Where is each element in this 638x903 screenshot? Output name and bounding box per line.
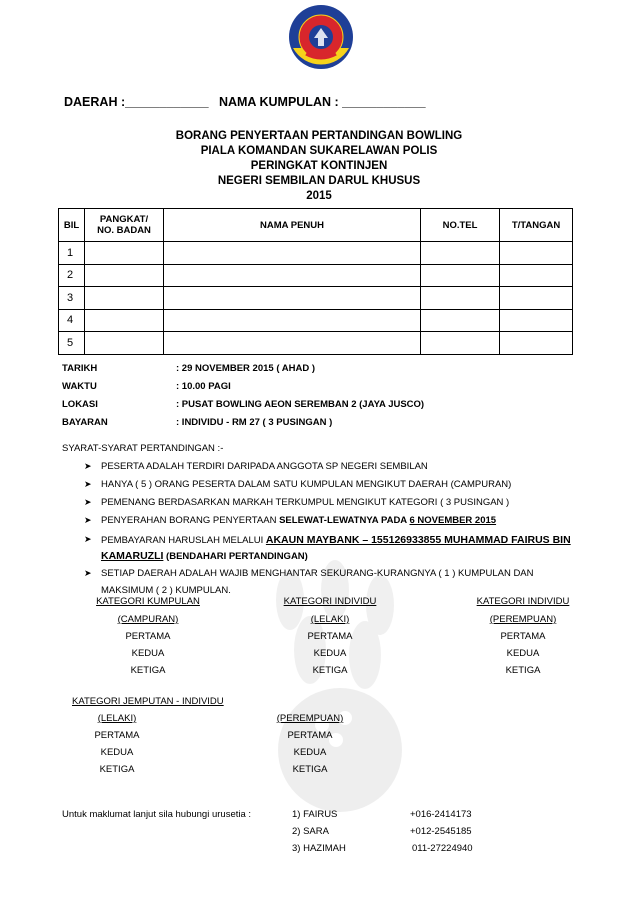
tel-cell[interactable] <box>421 242 500 265</box>
form-title-line-2: PIALA KOMANDAN SUKARELAWAN POLIS <box>200 145 438 157</box>
bayaran-value: : INDIVIDU - RM 27 ( 3 PUSINGAN ) <box>176 417 333 428</box>
col-nama-penuh: NAMA PENUH <box>164 209 421 242</box>
pangkat-cell[interactable] <box>85 309 164 332</box>
female-place: KETIGA <box>505 665 541 676</box>
daerah-label: DAERAH : <box>64 95 126 109</box>
invite-male-place: KEDUA <box>100 747 134 758</box>
col-bil: BIL <box>59 209 85 242</box>
group-place: KETIGA <box>130 665 166 676</box>
col-no-tel: NO.TEL <box>421 209 500 242</box>
signature-cell[interactable] <box>500 287 573 310</box>
row-number: 1 <box>59 242 85 265</box>
payment-account: AKAUN MAYBANK – 155126933855 MUHAMMAD FAIRUS BIN <box>265 534 571 546</box>
group-category-title: KATEGORI KUMPULAN <box>96 596 200 607</box>
female-category-title: KATEGORI INDIVIDU <box>476 596 570 607</box>
invite-category-title: KATEGORI JEMPUTAN - INDIVIDU <box>72 696 224 707</box>
contact-name: 3) HAZIMAH <box>292 843 346 854</box>
lokasi-label: LOKASI <box>62 399 98 410</box>
signature-cell[interactable] <box>500 332 573 355</box>
condition-item: SETIAP DAERAH ADALAH WAJIB MENGHANTAR SEKURANG-KURANGNYA ( 1 ) KUMPULAN DAN <box>101 568 534 579</box>
col-pangkat <box>85 209 164 242</box>
condition-item: HANYA ( 5 ) ORANG PESERTA DALAM SATU KUMPULAN MENGIKUT DAERAH (CAMPURAN) <box>101 479 512 490</box>
tarikh-value: : 29 NOVEMBER 2015 ( AHAD ) <box>176 363 316 374</box>
payment-treasurer: (BENDAHARI PERTANDINGAN) <box>163 551 308 562</box>
invite-male-sub: (LELAKI) <box>97 713 137 724</box>
condition-item-line-2: MAKSIMUM ( 2 ) KUMPULAN. <box>101 585 231 596</box>
row-number: 4 <box>59 309 85 332</box>
deadline-bold: SELEWAT-LEWATNYA PADA <box>279 515 410 526</box>
col-pangkat-line-1: PANGKAT/ <box>99 214 149 225</box>
invite-female-sub: (PEREMPUAN) <box>276 713 344 724</box>
col-pangkat-line-2: NO. BADAN <box>97 225 151 236</box>
group-place: KEDUA <box>131 648 165 659</box>
male-category-sub: (LELAKI) <box>310 614 350 625</box>
condition-item: PEMENANG BERDASARKAN MARKAH TERKUMPUL MENGIKUT KATEGORI ( 3 PUSINGAN ) <box>101 497 510 508</box>
entry-table <box>58 208 573 355</box>
female-place: PERTAMA <box>500 631 546 642</box>
male-place: KEDUA <box>313 648 347 659</box>
contact-intro: Untuk maklumat lanjut sila hubungi urusetia : <box>62 809 252 820</box>
invite-female-place: PERTAMA <box>287 730 333 741</box>
nama-cell[interactable] <box>164 264 421 287</box>
arrow-bullet-icon: ➤ <box>84 568 92 578</box>
nama-cell[interactable] <box>164 332 421 355</box>
condition-item-payment <box>101 534 571 546</box>
condition-item-deadline <box>101 515 496 526</box>
nama-cell[interactable] <box>164 242 421 265</box>
invite-female-place: KETIGA <box>292 764 328 775</box>
nama-cell[interactable] <box>164 309 421 332</box>
signature-cell[interactable] <box>500 264 573 287</box>
arrow-bullet-icon: ➤ <box>84 534 92 544</box>
table-row <box>59 309 573 332</box>
form-title-line-4: NEGERI SEMBILAN DARUL KHUSUS <box>217 175 421 187</box>
kumpulan-blank[interactable]: ____________ <box>342 95 426 109</box>
payment-prefix: PEMBAYARAN HARUSLAH MELALUI <box>101 535 266 546</box>
contact-name: 2) SARA <box>292 826 329 837</box>
group-place: PERTAMA <box>125 631 171 642</box>
waktu-label: WAKTU <box>62 381 97 392</box>
deadline-date: 6 NOVEMBER 2015 <box>409 515 497 526</box>
signature-cell[interactable] <box>500 309 573 332</box>
tel-cell[interactable] <box>421 287 500 310</box>
tel-cell[interactable] <box>421 264 500 287</box>
police-volunteer-logo <box>288 4 354 70</box>
table-row <box>59 287 573 310</box>
table-row <box>59 332 573 355</box>
table-header-row <box>59 209 573 242</box>
deadline-prefix: PENYERAHAN BORANG PENYERTAAN <box>101 515 280 526</box>
arrow-bullet-icon: ➤ <box>84 497 92 507</box>
header-fields <box>64 95 426 109</box>
pangkat-cell[interactable] <box>85 287 164 310</box>
contact-name: 1) FAIRUS <box>292 809 338 820</box>
form-title-year: 2015 <box>306 190 332 202</box>
contact-phone[interactable]: +016-2414173 <box>410 809 472 820</box>
form-title-line-1: BORANG PENYERTAAN PERTANDINGAN BOWLING <box>175 130 463 142</box>
table-row <box>59 242 573 265</box>
tarikh-label: TARIKH <box>62 363 98 374</box>
signature-cell[interactable] <box>500 242 573 265</box>
arrow-bullet-icon: ➤ <box>84 515 92 525</box>
condition-item: PESERTA ADALAH TERDIRI DARIPADA ANGGOTA SP NEGERI SEMBILAN <box>101 461 428 472</box>
col-tandatangan: T/TANGAN <box>500 209 573 242</box>
condition-item-payment-line-2 <box>101 550 308 562</box>
invite-male-place: PERTAMA <box>94 730 140 741</box>
conditions-heading: SYARAT-SYARAT PERTANDINGAN :- <box>62 443 224 454</box>
female-place: KEDUA <box>506 648 540 659</box>
pangkat-cell[interactable] <box>85 332 164 355</box>
arrow-bullet-icon: ➤ <box>84 461 92 471</box>
row-number: 2 <box>59 264 85 287</box>
form-title-line-3: PERINGKAT KONTINJEN <box>250 160 388 172</box>
bayaran-label: BAYARAN <box>62 417 108 428</box>
male-place: PERTAMA <box>307 631 353 642</box>
pangkat-cell[interactable] <box>85 242 164 265</box>
contact-phone[interactable]: 011-27224940 <box>412 843 473 854</box>
female-category-sub: (PEREMPUAN) <box>489 614 557 625</box>
lokasi-value: : PUSAT BOWLING AEON SEREMBAN 2 (JAYA JUSCO) <box>176 399 425 410</box>
male-place: KETIGA <box>312 665 348 676</box>
pangkat-cell[interactable] <box>85 264 164 287</box>
nama-cell[interactable] <box>164 287 421 310</box>
male-category-title: KATEGORI INDIVIDU <box>283 596 377 607</box>
table-row <box>59 264 573 287</box>
row-number: 3 <box>59 287 85 310</box>
tel-cell[interactable] <box>421 309 500 332</box>
waktu-value: : 10.00 PAGI <box>176 381 231 392</box>
invite-female-place: KEDUA <box>293 747 327 758</box>
contact-phone[interactable]: +012-2545185 <box>410 826 472 837</box>
daerah-blank[interactable]: ____________ <box>125 95 209 109</box>
tel-cell[interactable] <box>421 332 500 355</box>
row-number: 5 <box>59 332 85 355</box>
payment-account-name: KAMARUZLI <box>101 550 164 562</box>
group-category-sub: (CAMPURAN) <box>117 614 179 625</box>
invite-male-place: KETIGA <box>99 764 135 775</box>
kumpulan-label: NAMA KUMPULAN : <box>218 95 339 109</box>
arrow-bullet-icon: ➤ <box>84 479 92 489</box>
